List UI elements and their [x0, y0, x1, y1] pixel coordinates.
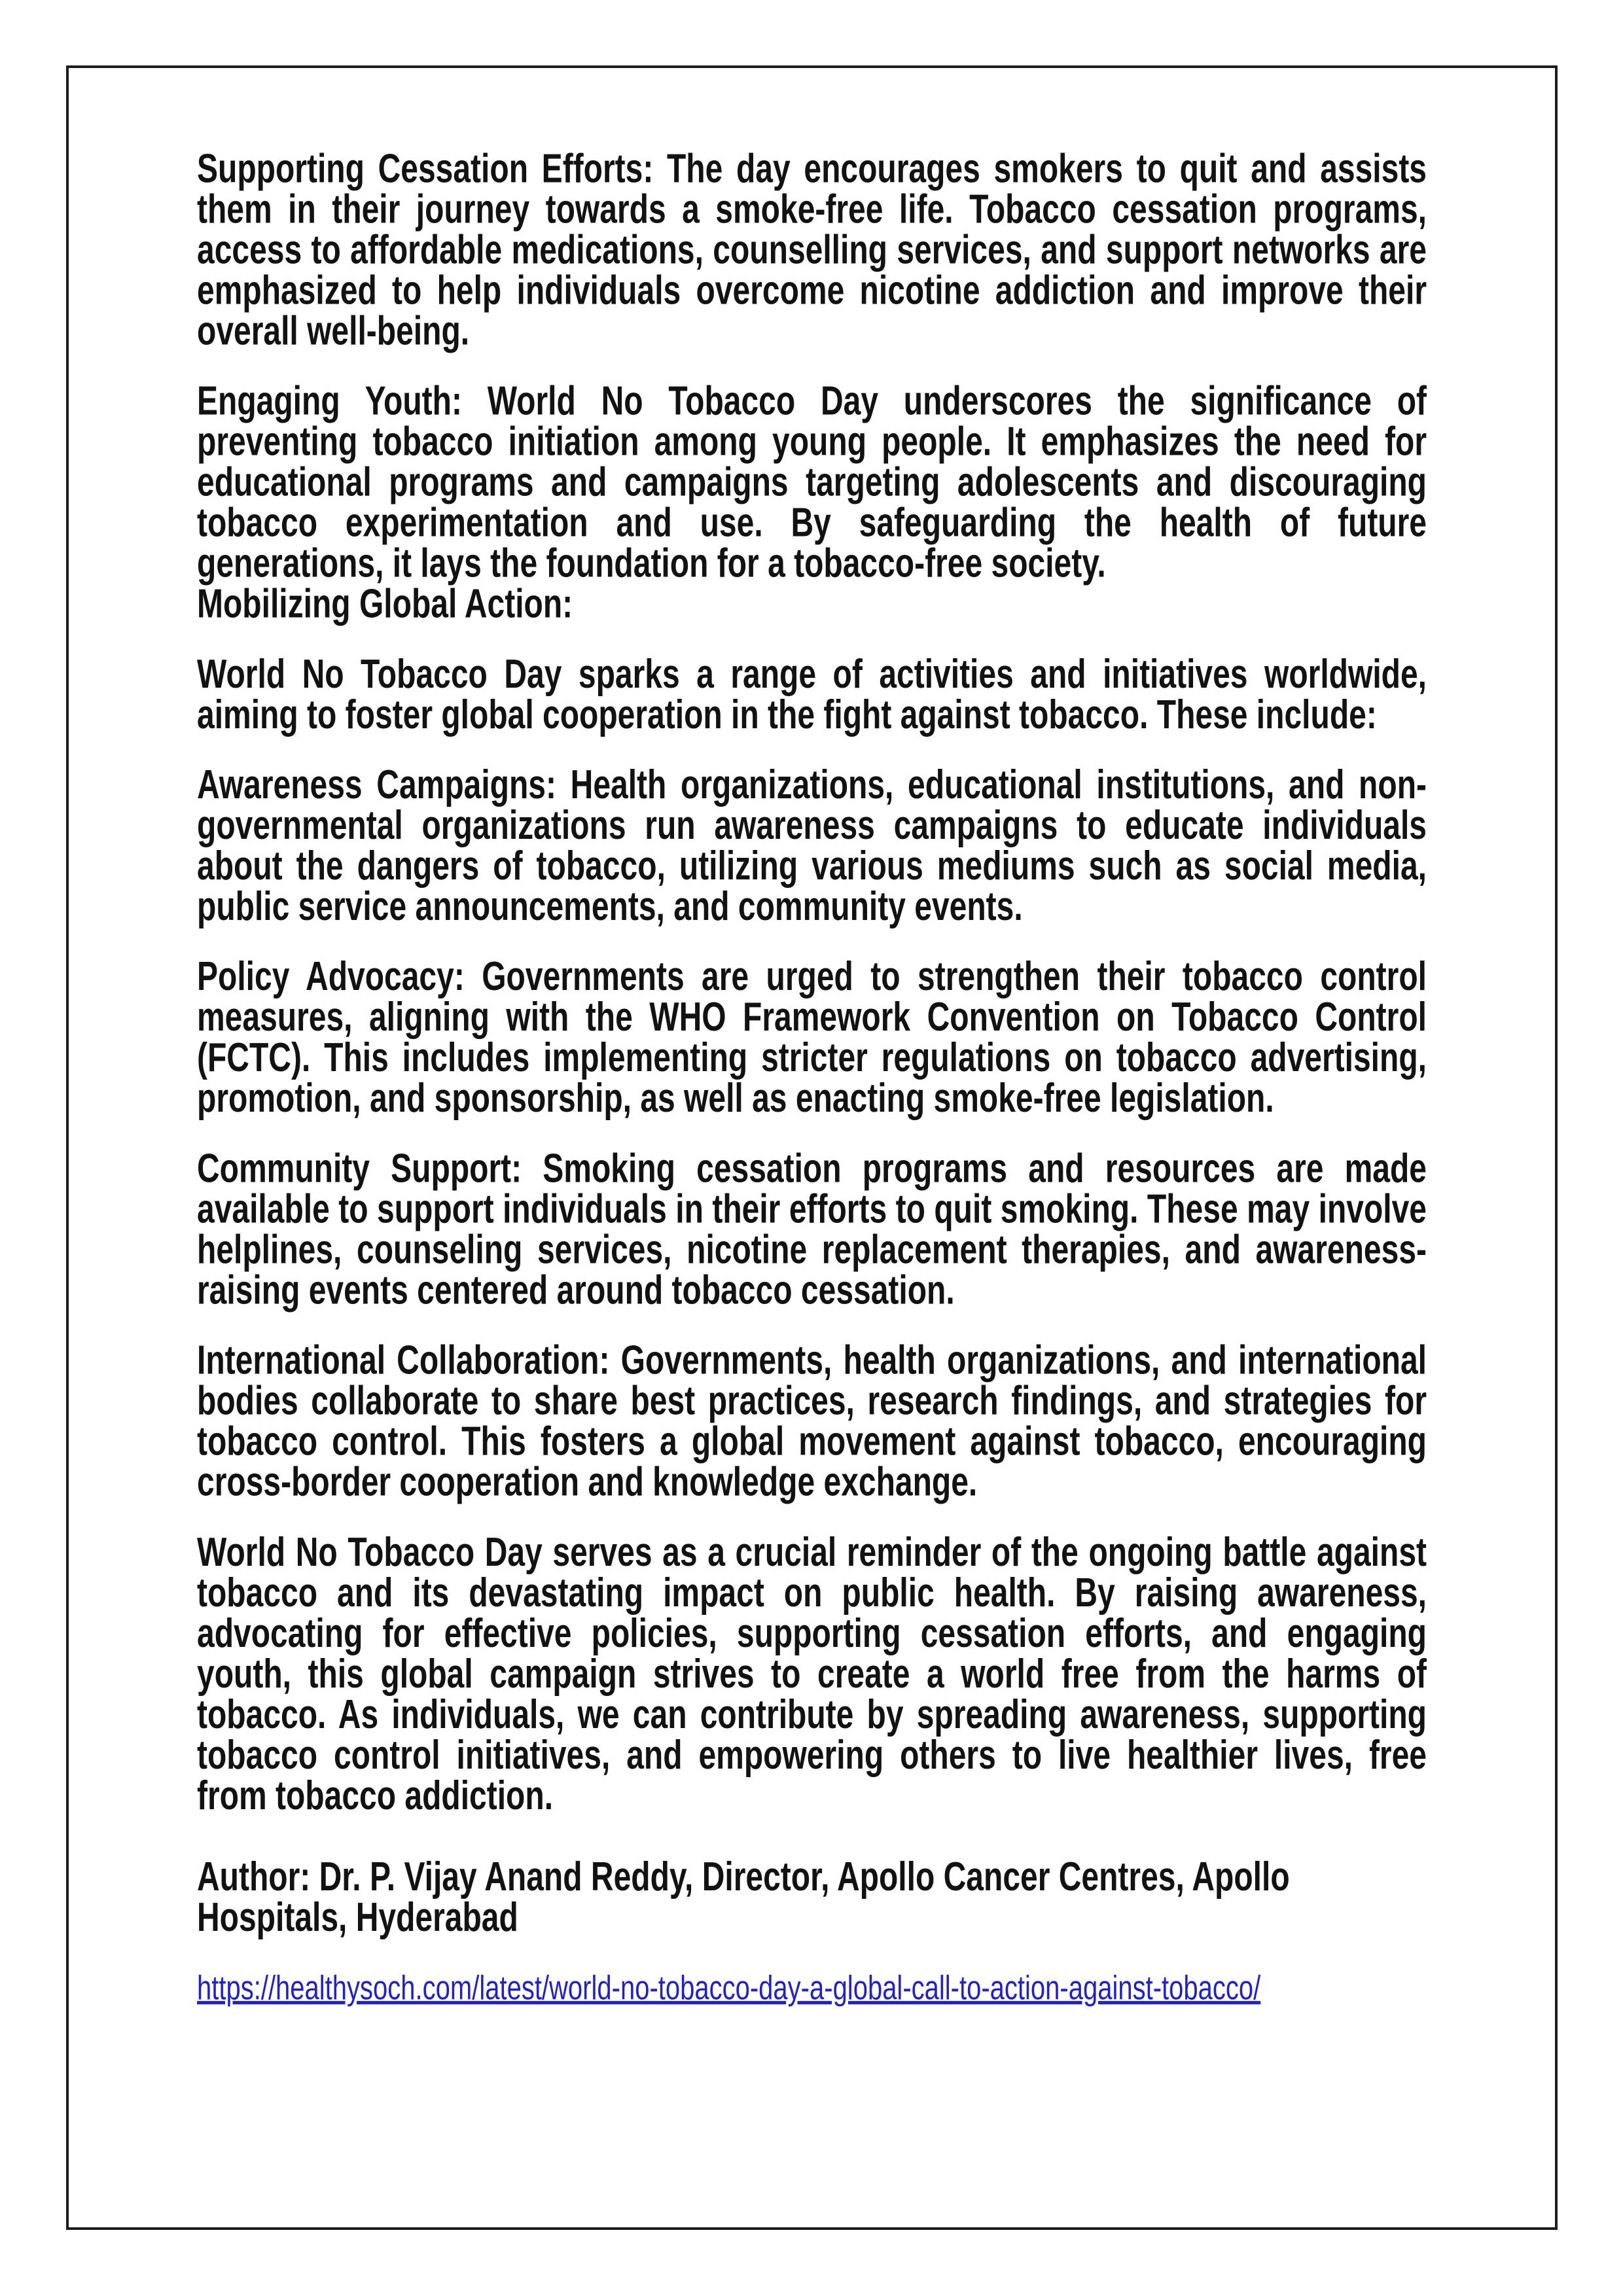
paragraph-awareness-campaigns: Awareness Campaigns: Health organizations, educational institutions, and non-governmental organizations run awareness campaigns to educate individuals about the dangers of tobacco, utilizing various mediums such as social media, public service announcements, and community events.: [197, 762, 1427, 930]
paragraph-policy-advocacy: Policy Advocacy: Governments are urged to strengthen their tobacco control measures, aligning with the WHO Framework Convention on Tobacco Control (FCTC). This includes implementing stricter regulations on tobacco advertising, promotion, and sponsorship, as well as enacting smoke-free legislation.: [197, 954, 1427, 1122]
paragraph-international-collaboration: International Collaboration: Governments, health organizations, and international bodies collaborate to share best practices, research findings, and strategies for tobacco control. This fosters a global movement against tobacco, encouraging cross-border cooperation and knowledge exchange.: [197, 1338, 1427, 1505]
subheading-mobilizing-global-action: Mobilizing Global Action:: [197, 582, 573, 627]
paragraph-closing: World No Tobacco Day serves as a crucial reminder of the ongoing battle against tobacco and its devastating impact on public health. By raising awareness, advocating for effective policies, supporting cessation efforts, and engaging youth, this global campaign strives to create a world free from the harms of tobacco. As individuals, we can contribute by spreading awareness, supporting tobacco control initiatives, and empowering others to live healthier lives, free from tobacco addiction.: [197, 1530, 1427, 1819]
article-link-line: [197, 1968, 1427, 2009]
document-body: [197, 149, 1427, 2038]
paragraph-engaging-youth: Engaging Youth: World No Tobacco Day underscores the significance of preventing tobacco initiation among young people. It emphasizes the need for educational programs and campaigns targeting adolescents and discouraging tobacco experimentation and use. By safeguarding the health of future generations, it lays the foundation for a tobacco-free society.: [197, 379, 1427, 586]
page-border-frame: [66, 65, 1558, 2230]
paragraph-sparks-activities: World No Tobacco Day sparks a range of activities and initiatives worldwide, aiming to foster global cooperation in the fight against tobacco. These include:: [197, 652, 1427, 738]
article-link[interactable]: https://healthysoch.com/latest/world-no-tobacco-day-a-global-call-to-action-against-tobacco/: [197, 1969, 1261, 2007]
paragraph-supporting-cessation: Supporting Cessation Efforts: The day encourages smokers to quit and assists them in their journey towards a smoke-free life. Tobacco cessation programs, access to affordable medications, counselling services, and support networks are emphasized to help individuals overcome nicotine addiction and improve their overall well-being.: [197, 147, 1427, 354]
paragraph-community-support: Community Support: Smoking cessation programs and resources are made available to support individuals in their efforts to quit smoking. These may involve helplines, counseling services, nicotine replacement therapies, and awareness-raising events centered around tobacco cessation.: [197, 1146, 1427, 1313]
author-line: Author: Dr. P. Vijay Anand Reddy, Director, Apollo Cancer Centres, Apollo Hospitals, Hyderabad: [197, 1854, 1290, 1941]
